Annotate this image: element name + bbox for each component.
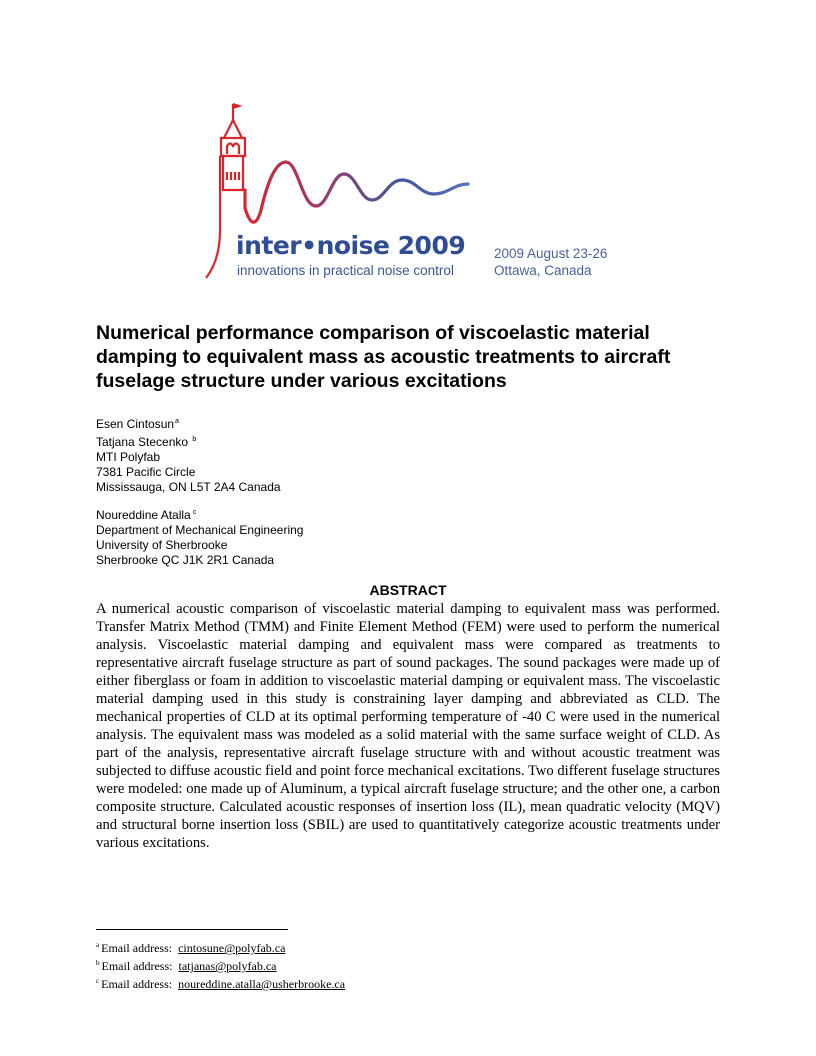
footnote-label: Email address: bbox=[101, 959, 173, 973]
footnote-item bbox=[96, 956, 345, 974]
paper-title: Numerical performance comparison of viscoelastic material damping to equivalent mass as acoustic treatments to aircraft fuselage structure under various excitations bbox=[96, 322, 671, 392]
author-mark: b bbox=[192, 436, 197, 443]
footnote-item bbox=[96, 974, 345, 992]
author-line bbox=[96, 432, 281, 450]
footnote-label: Email address: bbox=[101, 941, 173, 955]
footnote-mark: c bbox=[96, 977, 100, 985]
email-link[interactable]: tatjanas@polyfab.ca bbox=[178, 959, 277, 973]
footnote-divider bbox=[96, 929, 288, 930]
author-line bbox=[96, 505, 303, 523]
author-mark: a bbox=[175, 418, 179, 425]
conference-place: Ottawa, Canada bbox=[494, 263, 592, 278]
author-name: Esen Cintosun bbox=[96, 417, 175, 431]
abstract-heading: ABSTRACT bbox=[369, 582, 447, 598]
conference-brand: inter•noise 2009 bbox=[236, 231, 466, 260]
affiliation-university: University of Sherbrooke bbox=[96, 538, 228, 552]
conference-tagline: innovations in practical noise control bbox=[237, 263, 454, 278]
affiliation-department: Department of Mechanical Engineering bbox=[96, 523, 304, 537]
affiliation-street: 7381 Pacific Circle bbox=[96, 465, 196, 479]
footnote-item bbox=[96, 938, 345, 956]
affiliation-city: Sherbrooke QC J1K 2R1 Canada bbox=[96, 553, 275, 567]
author-block bbox=[96, 414, 281, 495]
footnote-label: Email address: bbox=[101, 977, 173, 991]
email-link[interactable]: cintosune@polyfab.ca bbox=[178, 941, 286, 955]
sound-wave-icon bbox=[245, 162, 468, 222]
affiliation-city: Mississauga, ON L5T 2A4 Canada bbox=[96, 480, 281, 494]
abstract-body: A numerical acoustic comparison of viscoelastic material damping to equivalent mass was performed. Transfer Matrix Method (TMM) and Finite Element Method (FEM) were used to perform the numerical analysis. Viscoelastic material damping and equivalent mass were compared as treatments to representative aircraft fuselage structure as part of sound packages. The sound packages were made up of either fiberglass or foam in addition to viscoelastic material damping or equivalent mass. The viscoelastic material damping used in this study is constraining layer damping and abbreviated as CLD. The mechanical properties of CLD at its optimal performing temperature of -40 C were used in the numerical analysis. The equivalent mass was modeled as a solid material with the same surface weight of CLD. As part of the analysis, representative aircraft fuselage structure with and without acoustic treatment was subjected to diffuse acoustic field and point force mechanical excitations. Two different fuselage structures were modeled: one made up of Aluminum, a typical aircraft fuselage structure; and the other one, a carbon composite structure. Calculated acoustic responses of insertion loss (IL), mean quadratic velocity (MQV) and structural borne insertion loss (SBIL) are used to quantitatively categorize acoustic treatments under various excitations. bbox=[96, 601, 720, 851]
author-mark: c bbox=[192, 509, 197, 516]
conference-date: 2009 August 23-26 bbox=[494, 246, 608, 261]
author-name: Tatjana Stecenko bbox=[96, 435, 189, 449]
affiliation-company: MTI Polyfab bbox=[96, 450, 161, 464]
footnote-mark: b bbox=[96, 959, 100, 967]
conference-logo bbox=[198, 100, 628, 282]
footnote-mark: a bbox=[96, 941, 100, 949]
author-block-2 bbox=[96, 505, 303, 568]
author-line bbox=[96, 414, 281, 432]
email-link[interactable]: noureddine.atalla@usherbrooke.ca bbox=[178, 977, 346, 991]
author-name: Noureddine Atalla bbox=[96, 508, 191, 522]
footnotes bbox=[96, 938, 345, 992]
